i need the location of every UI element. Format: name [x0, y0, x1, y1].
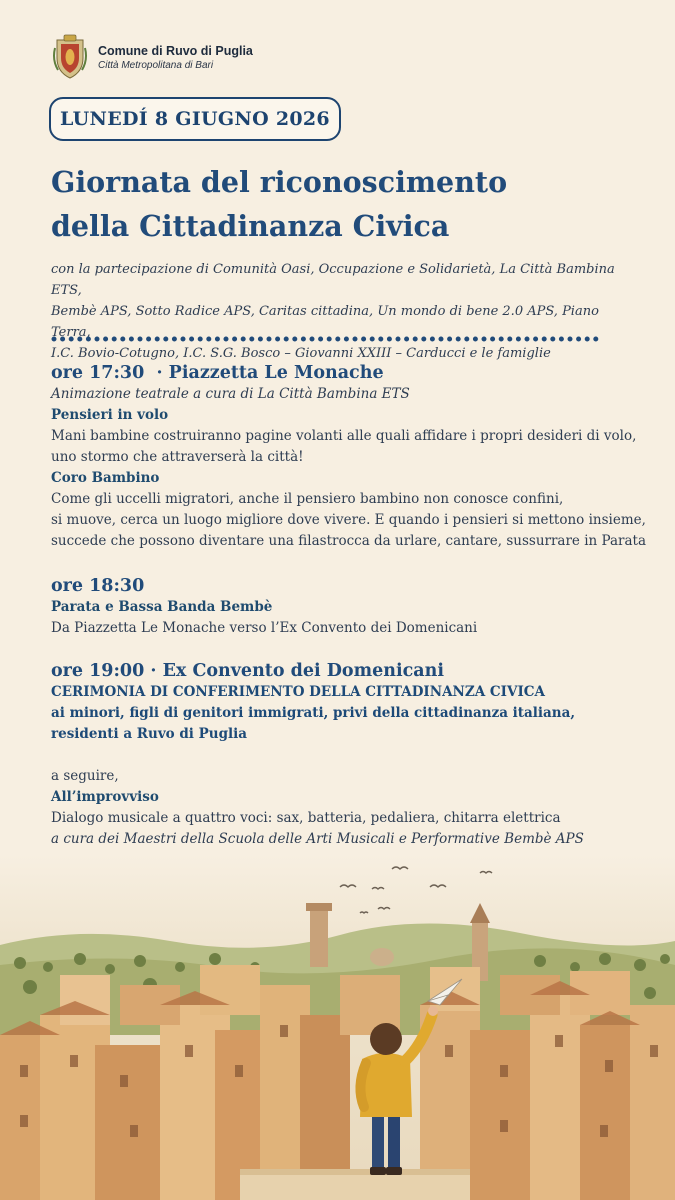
participation-line: Bembè APS, Sotto Radice APS, Caritas cittadina, Un mondo di bene 2.0 APS, Piano Terra,	[51, 304, 599, 340]
slot-place: · Ex Convento dei Domenicani	[150, 661, 444, 681]
title-line: Giornata del riconoscimento	[51, 165, 508, 199]
header	[52, 34, 253, 80]
header-text	[98, 43, 253, 72]
act-title: Pensieri in volo	[51, 407, 169, 423]
act-credit: a cura dei Maestri della Scuola delle Arti Musicali e Performative Bembè APS	[51, 831, 584, 847]
slot-heading	[51, 660, 651, 682]
program-slot-1730	[51, 362, 651, 552]
act-description-line: succede che possono diventare una filastrocca da urlare, cantare, sussurrare in Parata	[51, 533, 647, 549]
act-description-line: uno stormo che attraverserà la città!	[51, 449, 304, 465]
slot-time: ore 19:00	[51, 661, 145, 681]
act-description-line: si muove, cerca un luogo migliore dove vivere. E quando i pensieri si mettono insieme,	[51, 512, 646, 528]
event-date-badge: LUNEDÍ 8 GIUGNO 2026	[49, 97, 341, 141]
act-title: All’improvviso	[51, 789, 159, 805]
dotted-divider	[51, 334, 607, 344]
program-slot-1830	[51, 575, 651, 639]
program-slot-1900	[51, 660, 651, 850]
act-description-line: Come gli uccelli migratori, anche il pensiero bambino non conosce confini,	[51, 491, 564, 507]
slot-subtitle: Animazione teatrale a cura di La Città Bambina ETS	[51, 386, 410, 402]
participation-line: con la partecipazione di Comunità Oasi, Occupazione e Solidarietà, La Città Bambina ETS,	[51, 262, 615, 298]
act-description-line: Da Piazzetta Le Monache verso l’Ex Convento dei Domenicani	[51, 620, 478, 636]
ceremony-line: residenti a Ruvo di Puglia	[51, 726, 248, 742]
participation-line: I.C. Bovio-Cotugno, I.C. S.G. Bosco – Giovanni XXIII – Carducci e le famiglie	[51, 346, 551, 361]
act-description-line: Mani bambine costruiranno pagine volanti alle quali affidare i propri desideri di volo,	[51, 428, 637, 444]
event-title	[51, 160, 507, 248]
act-description-line: Dialogo musicale a quattro voci: sax, batteria, pedaliera, chitarra elettrica	[51, 810, 561, 826]
follow-text: a seguire,	[51, 768, 119, 784]
slot-time: ore 17:30	[51, 363, 145, 383]
ceremony-line: CERIMONIA DI CONFERIMENTO DELLA CITTADINANZA CIVICA	[51, 684, 545, 700]
slot-time: ore 18:30	[51, 576, 145, 596]
title-line: della Cittadinanza Civica	[51, 209, 450, 243]
municipality-name: Comune di Ruvo di Puglia	[98, 43, 253, 58]
municipal-crest-icon	[52, 34, 88, 80]
slot-heading	[51, 362, 651, 384]
act-title: Parata e Bassa Banda Bembè	[51, 599, 273, 615]
municipality-subtitle: Città Metropolitana di Bari	[98, 59, 214, 71]
town-illustration	[0, 855, 675, 1200]
ceremony-line: ai minori, figli di genitori immigrati, privi della cittadinanza italiana,	[51, 705, 576, 721]
act-title: Coro Bambino	[51, 470, 160, 486]
slot-place: · Piazzetta Le Monache	[156, 363, 384, 383]
participation-text	[51, 259, 631, 364]
